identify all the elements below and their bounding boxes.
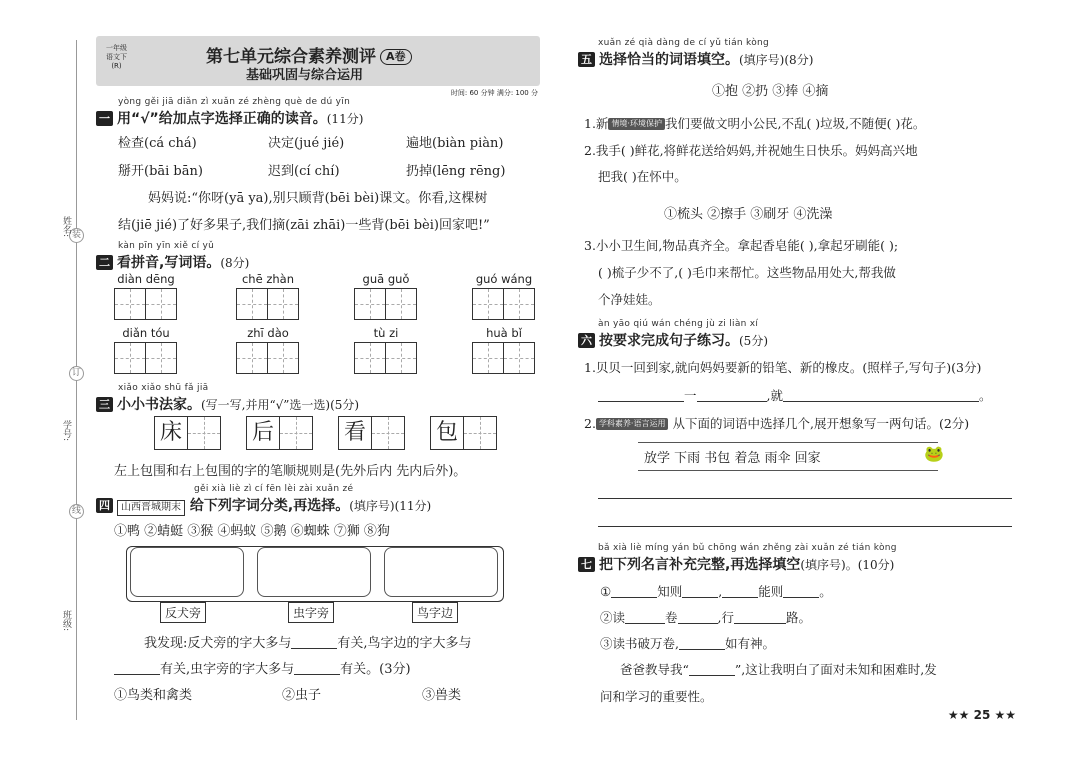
q1-heading — [96, 108, 363, 128]
q5-sentence-3c: 个净娃娃。 — [598, 292, 661, 307]
q2-heading — [96, 252, 249, 272]
q6-heading — [578, 330, 768, 350]
q4-sort-area — [126, 546, 504, 602]
q6-word-bank: 放学 下雨 书包 着急 雨伞 回家 — [638, 442, 938, 471]
writing-cell[interactable] — [385, 288, 417, 320]
edition-label: (R) — [111, 62, 122, 70]
fill-yi: 一 — [684, 388, 697, 403]
p1-text-1: 爸爸教导我“ — [620, 662, 689, 677]
q2-word-2 — [236, 272, 300, 320]
answer-blank[interactable] — [682, 584, 718, 598]
q2-number: 二 — [96, 255, 113, 270]
q2-word-2-pinyin: chē zhàn — [241, 272, 294, 286]
q1-paragraph-1: 妈妈说:“你呀(yā ya),别只顾背(bēi bèi)课文。你看,这棵树 — [148, 191, 488, 206]
q4-finding-line-2 — [114, 658, 411, 677]
q2-word-8-pinyin: huà bǐ — [486, 326, 522, 340]
literacy-tag: 学科素养·语言运用 — [596, 418, 669, 430]
writing-cell[interactable] — [267, 342, 299, 374]
writing-cell[interactable] — [371, 416, 405, 450]
l3-text-2: 如有神。 — [724, 636, 775, 651]
q1-number: 一 — [96, 111, 113, 126]
q7-title: 把下列名言补充完整,再选择填空 — [599, 557, 801, 573]
s2-prefix: 2. — [584, 416, 596, 431]
q6-title: 按要求完成句子练习。 — [599, 333, 739, 349]
q4-option-3: ③兽类 — [422, 688, 462, 703]
q2-word-5-pinyin: diǎn tóu — [122, 326, 170, 340]
q7-line-1 — [600, 582, 832, 600]
q1-item-3: 遍地(biàn piàn) — [406, 136, 504, 151]
l2-text-2: 卷 — [665, 610, 678, 625]
answer-blank[interactable] — [734, 610, 786, 624]
writing-cell[interactable] — [279, 416, 313, 450]
fill-end: 。 — [979, 388, 992, 403]
name-label: 姓名: — [61, 216, 71, 238]
l2-text-1: ②读 — [600, 610, 626, 625]
answer-blank[interactable] — [678, 610, 718, 624]
q2-word-6 — [236, 326, 300, 374]
q2-score: (8分) — [220, 256, 250, 270]
model-char: 包 — [430, 416, 464, 450]
writing-cell[interactable] — [463, 416, 497, 450]
q1-item-4: 掰开(bāi bān) — [118, 164, 203, 179]
q4-number: 四 — [96, 498, 113, 513]
q7-paragraph-1 — [620, 660, 937, 678]
l1-comma: , — [718, 584, 723, 599]
q3-heading — [96, 394, 359, 414]
class-label: 班级: — [61, 610, 71, 632]
answer-blank[interactable] — [291, 635, 337, 649]
q7-line-2 — [600, 608, 811, 626]
q2-word-4 — [472, 272, 536, 320]
q1-item-6: 扔掉(lēng rēng) — [406, 164, 506, 179]
answer-blank[interactable] — [294, 661, 340, 675]
q2-word-5 — [114, 326, 178, 374]
context-tag: 情境·环境保护 — [608, 118, 665, 130]
finding-text-2: 有关,鸟字边的字大多与 — [337, 636, 472, 651]
q4-heading — [96, 495, 431, 516]
q3-title: 小小书法家。 — [117, 397, 201, 413]
writing-cell[interactable] — [236, 288, 268, 320]
l1-text-1: 知则 — [657, 584, 683, 599]
time-info: 时间: 60 分钟 满分: 100 分 — [450, 89, 538, 97]
binding-strip — [62, 40, 92, 720]
writing-cell[interactable] — [187, 416, 221, 450]
q5-sentence-1 — [584, 114, 925, 132]
q7-paragraph-2: 问和学习的重要性。 — [600, 689, 713, 704]
q4-pinyin: gěi xià liè zì cí fēn lèi zài xuǎn zé — [194, 484, 354, 494]
q7-score: (10分) — [857, 558, 895, 572]
q5-options-2: ①梳头 ②擦手 ③刷牙 ④洗澡 — [664, 207, 833, 222]
calligraphy-char-4 — [430, 416, 496, 450]
q1-item-1: 检查(cá chá) — [118, 136, 197, 151]
calligraphy-char-2 — [246, 416, 312, 450]
binding-mark-3: 线 — [69, 504, 84, 519]
answer-blank[interactable] — [679, 636, 725, 650]
q4-title: 给下列字词分类,再选择。 — [189, 498, 350, 514]
q2-word-1-pinyin: diàn dēng — [117, 272, 175, 286]
calligraphy-char-1 — [154, 416, 220, 450]
q2-title: 看拼音,写词语。 — [117, 255, 221, 271]
q4-source-tag: 山西晋城期末 — [117, 500, 185, 516]
q3-note: (写一写,并用“√”选一选) — [201, 398, 331, 412]
s1-text: 我们要做文明小公民,不乱( )垃圾,不随便( )花。 — [664, 116, 926, 131]
student-no-label: 学号: — [61, 420, 71, 442]
q4-option-1: ①鸟类和禽类 — [114, 688, 193, 703]
answer-blank[interactable] — [611, 584, 657, 598]
version-badge: A卷 — [380, 49, 412, 65]
q6-sentence-2 — [584, 414, 969, 432]
q6-pinyin: àn yāo qiú wán chéng jù zi liàn xí — [598, 319, 759, 329]
q7-note: (填序号)。 — [800, 558, 858, 572]
q2-word-8 — [472, 326, 536, 374]
q2-word-3 — [354, 272, 418, 320]
writing-cell[interactable] — [354, 288, 386, 320]
answer-blank[interactable] — [625, 610, 665, 624]
q6-fill-line — [598, 386, 992, 404]
q1-paragraph-2: 结(jiē jié)了好多果子,我们摘(zāi zhāi)一些背(bēi bèi)回家吧!” — [118, 218, 490, 233]
writing-cell[interactable] — [114, 288, 146, 320]
sort-box-2[interactable] — [257, 547, 371, 597]
q7-line-3 — [600, 634, 775, 652]
model-char: 看 — [338, 416, 372, 450]
writing-cell[interactable] — [503, 342, 535, 374]
test-subtitle: 基础巩固与综合运用 — [246, 68, 364, 83]
q1-item-2: 决定(jué jié) — [268, 136, 345, 151]
q3-pinyin: xiǎo xiǎo shū fǎ jiā — [118, 383, 209, 393]
binding-mark-1: 装 — [69, 228, 84, 243]
page-number: ★★ 25 ★★ — [947, 708, 1016, 722]
q4-items: ①鸭 ②蜻蜓 ③猴 ④蚂蚁 ⑤鹅 ⑥蜘蛛 ⑦狮 ⑧狗 — [114, 524, 390, 539]
l1-num: ① — [600, 584, 612, 599]
binding-mark-2: 订 — [69, 366, 84, 381]
category-niao: 鸟字边 — [412, 602, 458, 623]
writing-cell[interactable] — [354, 342, 386, 374]
q2-word-6-pinyin: zhī dào — [247, 326, 289, 340]
q5-options-1: ①抱 ②扔 ③捧 ④摘 — [712, 84, 829, 99]
p1-text-2: ”,这让我明白了面对未知和困难时,发 — [734, 662, 937, 677]
l3-text-1: ③读书破万卷, — [600, 636, 679, 651]
test-header — [96, 36, 540, 86]
q6-score: (5分) — [739, 334, 768, 348]
q3-number: 三 — [96, 397, 113, 412]
s2-text: 从下面的词语中选择几个,展开想象写一两句话。(2分) — [672, 416, 970, 431]
l2-text-4: 路。 — [786, 610, 812, 625]
q6-number: 六 — [578, 333, 595, 348]
q3-score: (5分) — [330, 398, 360, 412]
subject-label: 语文下 — [106, 53, 127, 61]
answer-blank[interactable] — [697, 388, 767, 402]
calligraphy-char-3 — [338, 416, 404, 450]
writing-line-2[interactable] — [598, 526, 1012, 527]
q7-number: 七 — [578, 557, 595, 572]
s1-prefix: 1.新 — [584, 116, 609, 131]
q3-sentence: 左上包围和右上包围的字的笔顺规则是(先外后内 先内后外)。 — [114, 464, 467, 479]
q2-word-7-pinyin: tù zi — [373, 326, 399, 340]
frog-icon: 🐸 — [924, 444, 944, 463]
category-fanquan: 反犬旁 — [160, 602, 206, 623]
writing-cell[interactable] — [472, 342, 504, 374]
answer-blank[interactable] — [598, 388, 684, 402]
q7-pinyin: bǎ xià liè míng yán bǔ chōng wán zhěng zài xuǎn zé tián kòng — [598, 543, 897, 553]
q5-heading — [578, 49, 813, 69]
q5-note: (填序号) — [739, 53, 785, 67]
writing-line-1[interactable] — [598, 498, 1012, 499]
q2-word-7 — [354, 326, 418, 374]
q1-title: 用“√”给加点字选择正确的读音。 — [117, 111, 327, 127]
q2-word-4-pinyin: guó wáng — [475, 272, 533, 286]
writing-cell[interactable] — [145, 288, 177, 320]
test-title-text: 第七单元综合素养测评 — [206, 47, 376, 67]
sort-box-3[interactable] — [384, 547, 498, 597]
q4-note: (填序号) — [349, 499, 395, 513]
q2-word-3-pinyin: guā guǒ — [362, 272, 410, 286]
grade-label: 一年级 — [106, 44, 127, 52]
q6-sentence-1: 1.贝贝一回到家,就向妈妈要新的铅笔、新的橡皮。(照样子,写句子)(3分) — [584, 360, 982, 375]
writing-cell[interactable] — [503, 288, 535, 320]
q1-item-5: 迟到(cí chí) — [268, 164, 340, 179]
writing-cell[interactable] — [145, 342, 177, 374]
left-page — [96, 36, 540, 726]
q5-sentence-3b: ( )梳子少不了,( )毛巾来帮忙。这些物品用处大,帮我做 — [598, 265, 896, 280]
q5-title: 选择恰当的词语填空。 — [599, 52, 739, 68]
answer-blank[interactable] — [783, 584, 819, 598]
grade-box — [106, 44, 127, 71]
writing-cell[interactable] — [267, 288, 299, 320]
q1-pinyin: yòng gěi jiā diǎn zì xuǎn zé zhèng què de dú yīn — [118, 97, 351, 107]
q1-score: (11分) — [326, 112, 364, 126]
q5-pinyin: xuǎn zé qià dàng de cí yǔ tián kòng — [598, 38, 770, 48]
q5-sentence-2b: 把我( )在怀中。 — [598, 169, 687, 184]
q5-number: 五 — [578, 52, 595, 67]
answer-blank[interactable] — [114, 661, 160, 675]
q7-heading — [578, 554, 894, 574]
model-char: 床 — [154, 416, 188, 450]
q2-word-1 — [114, 272, 178, 320]
answer-blank[interactable] — [689, 662, 735, 676]
answer-blank[interactable] — [783, 388, 979, 402]
finding-text-4: 有关。(3分) — [340, 662, 411, 677]
writing-cell[interactable] — [236, 342, 268, 374]
category-chong: 虫字旁 — [288, 602, 334, 623]
q4-score: (11分) — [394, 499, 432, 513]
writing-cell[interactable] — [114, 342, 146, 374]
q4-option-2: ②虫子 — [282, 688, 322, 703]
q5-score: (8分) — [784, 53, 814, 67]
l1-end: 。 — [819, 584, 832, 599]
right-page — [578, 36, 1030, 726]
q4-finding-line-1 — [144, 632, 472, 651]
q2-pinyin: kàn pīn yīn xiě cí yǔ — [118, 241, 215, 251]
l2-text-3: ,行 — [717, 610, 735, 625]
writing-cell[interactable] — [385, 342, 417, 374]
q5-sentence-2a: 2.我手( )鲜花,将鲜花送给妈妈,并祝她生日快乐。妈妈高兴地 — [584, 143, 918, 158]
finding-text-3: 有关,虫字旁的字大多与 — [160, 662, 295, 677]
answer-blank[interactable] — [722, 584, 758, 598]
fill-jiu: ,就 — [766, 388, 783, 403]
sort-box-1[interactable] — [130, 547, 244, 597]
finding-text-1: 我发现:反犬旁的字大多与 — [144, 636, 292, 651]
l1-text-2: 能则 — [758, 584, 784, 599]
writing-cell[interactable] — [472, 288, 504, 320]
model-char: 后 — [246, 416, 280, 450]
q5-sentence-3a: 3.小小卫生间,物品真齐全。拿起香皂能( ),拿起牙刷能( ); — [584, 238, 899, 253]
